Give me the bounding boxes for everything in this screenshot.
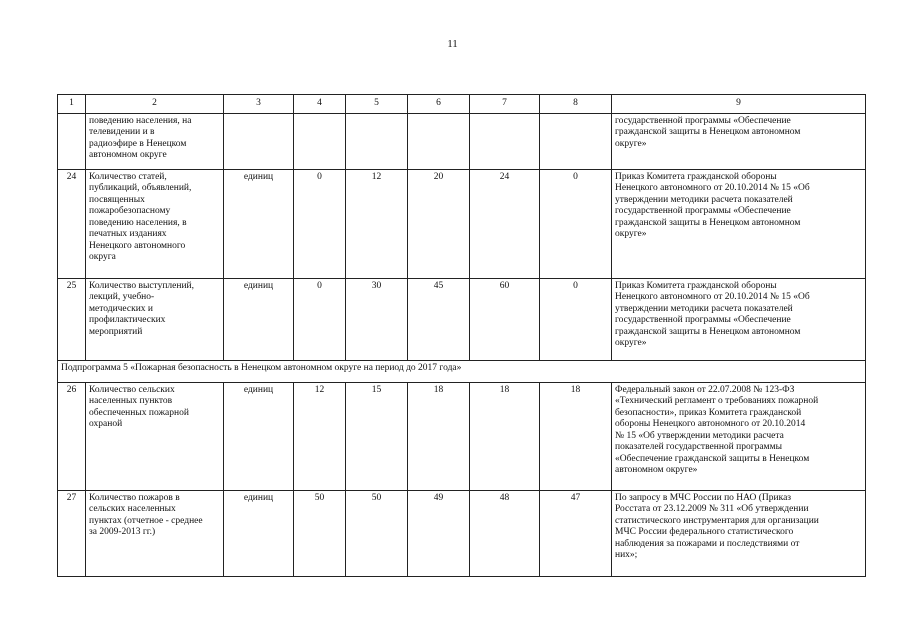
value-col8: 47 [540,490,612,576]
subprogram-row [58,360,866,382]
indicator-source: Федеральный закон от 22.07.2008 № 123-ФЗ «Технический регламент о требованиях пожарной безопасности», приказ Комитета гражданской обороны Ненецкого автономного от 20.10.2014 № 15 «Об утверждении методики расчета показателей государственной программы «Обеспечение гражданской защиты в Ненецком автономном округе» [612,382,866,490]
value-col5: 30 [346,278,408,360]
indicator-source: государственной программы «Обеспечение гражданской защиты в Ненецком автономном округе» [612,113,866,169]
header-cell: 7 [470,95,540,114]
indicator-name: Количество выступлений, лекций, учебно- методических и профилактических мероприятий [86,278,224,360]
unit: единиц [224,382,294,490]
page-number: 11 [447,38,458,50]
value-col7: 18 [470,382,540,490]
value-col4: 50 [294,490,346,576]
value-col4: 0 [294,169,346,278]
header-row [58,95,866,114]
unit: единиц [224,169,294,278]
header-cell: 9 [612,95,866,114]
unit: единиц [224,490,294,576]
value-col8: 0 [540,169,612,278]
value-col7: 48 [470,490,540,576]
row-number: 26 [58,382,86,490]
indicator-source: Приказ Комитета гражданской обороны Ненецкого автономного от 20.10.2014 № 15 «Об утверждении методики расчета показателей государственной программы «Обеспечение гражданской защиты в Ненецком автономном округе» [612,169,866,278]
value-col5: 15 [346,382,408,490]
header-cell: 2 [86,95,224,114]
row-number: 24 [58,169,86,278]
table-row [58,490,866,576]
subprogram-title: Подпрограмма 5 «Пожарная безопасность в Ненецком автономном округе на период до 2017 года» [58,360,866,382]
row-number: 27 [58,490,86,576]
value-col5: 50 [346,490,408,576]
value-col6: 49 [408,490,470,576]
table-row [58,278,866,360]
table-row [58,113,866,169]
value-col7: 60 [470,278,540,360]
header-cell: 4 [294,95,346,114]
indicator-name: Количество статей, публикаций, объявлений, посвященных пожаробезопасному поведению населения, в печатных изданиях Ненецкого автономного округа [86,169,224,278]
indicator-name: Количество сельских населенных пунктов обеспеченных пожарной охраной [86,382,224,490]
row-number: 25 [58,278,86,360]
table-row [58,382,866,490]
value-col6: 45 [408,278,470,360]
value-col7: 24 [470,169,540,278]
value-col4: 0 [294,278,346,360]
indicator-source: По запросу в МЧС России по НАО (Приказ Росстата от 23.12.2009 № 311 «Об утверждении статистического инструментария для организации МЧС России федерального статистического наблюдения за пожарами и последствиями от них»; [612,490,866,576]
unit: единиц [224,278,294,360]
value-col8: 0 [540,278,612,360]
table-row [58,169,866,278]
value-col6: 20 [408,169,470,278]
value-col4: 12 [294,382,346,490]
value-col5: 12 [346,169,408,278]
header-cell: 8 [540,95,612,114]
header-cell: 6 [408,95,470,114]
indicators-table [57,94,866,577]
header-cell: 5 [346,95,408,114]
indicator-name: поведению населения, на телевидении и в радиоэфире в Ненецком автономном округе [86,113,224,169]
header-cell: 3 [224,95,294,114]
indicator-source: Приказ Комитета гражданской обороны Ненецкого автономного от 20.10.2014 № 15 «Об утверждении методики расчета показателей государственной программы «Обеспечение гражданской защиты в Ненецком автономном округе» [612,278,866,360]
value-col8: 18 [540,382,612,490]
indicator-name: Количество пожаров в сельских населенных пунктах (отчетное - среднее за 2009-2013 гг.) [86,490,224,576]
header-cell: 1 [58,95,86,114]
value-col6: 18 [408,382,470,490]
